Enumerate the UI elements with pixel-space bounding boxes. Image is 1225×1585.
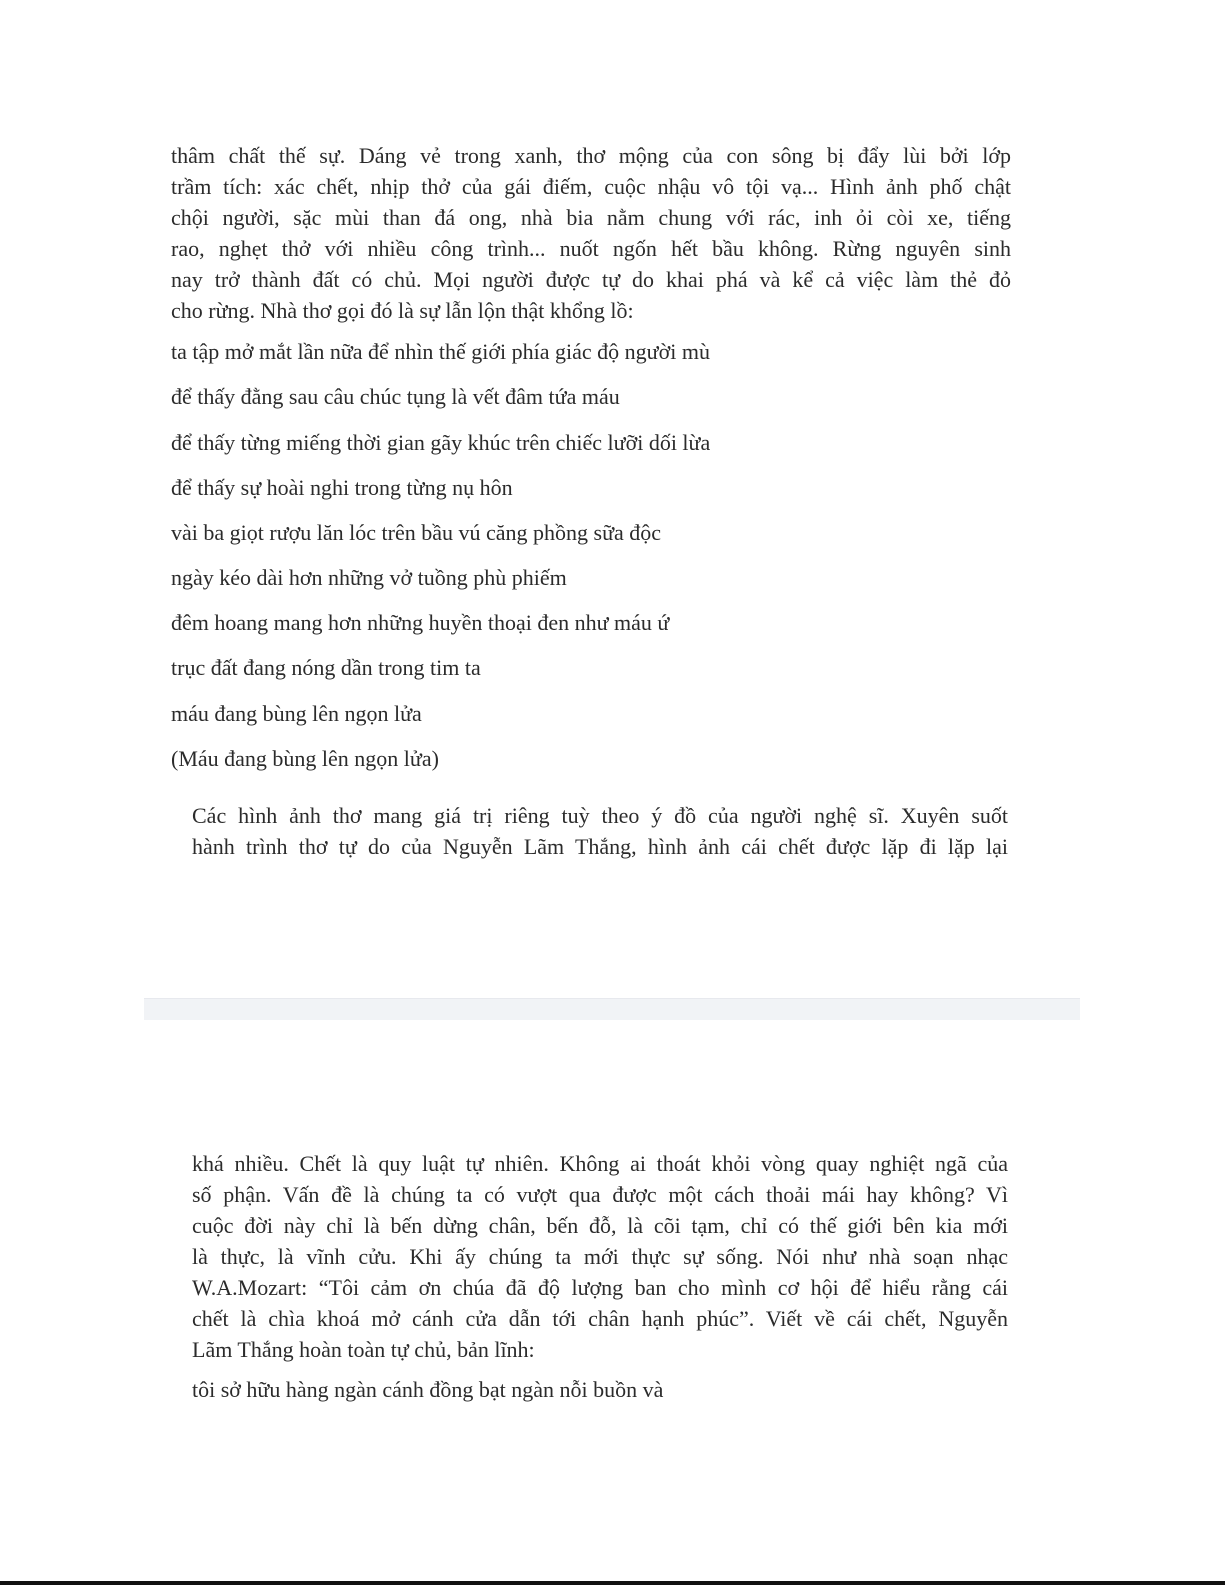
poem-verse: đêm hoang mang hơn những huyền thoại đen như máu ứ	[171, 610, 670, 635]
text-line: chội người, sặc mùi than đá ong, nhà bia nằm chung với rác, inh ỏi còi xe, tiếng	[171, 205, 1011, 230]
body-paragraph	[192, 800, 1008, 862]
poem-verse: để thấy sự hoài nghi trong từng nụ hôn	[171, 475, 513, 500]
text-line: cuộc đời này chỉ là bến dừng chân, bến đỗ, là cõi tạm, chỉ có thế giới bên kia mới	[192, 1213, 1008, 1238]
poem-verse: máu đang bùng lên ngọn lửa	[171, 701, 422, 726]
text-line: trầm tích: xác chết, nhịp thở của gái điếm, cuộc nhậu vô tội vạ... Hình ảnh phố chật	[171, 174, 1011, 199]
text-line: là thực, là vĩnh cửu. Khi ấy chúng ta mới thực sự sống. Nói như nhà soạn nhạc	[192, 1244, 1008, 1269]
body-paragraph	[192, 1148, 1008, 1365]
text-line: Lãm Thắng hoàn toàn tự chủ, bản lĩnh:	[192, 1337, 535, 1362]
poem-verse: để thấy đằng sau câu chúc tụng là vết đâm tứa máu	[171, 384, 620, 409]
poem-verse: vài ba giọt rượu lăn lóc trên bầu vú căng phồng sữa độc	[171, 520, 662, 545]
bottom-border	[0, 1581, 1225, 1585]
text-line: hành trình thơ tự do của Nguyễn Lãm Thắng, hình ảnh cái chết được lặp đi lặp lại	[192, 834, 1008, 859]
text-line: thâm chất thế sự. Dáng vẻ trong xanh, thơ mộng của con sông bị đẩy lùi bởi lớp	[171, 143, 1011, 168]
text-line: nay trở thành đất có chủ. Mọi người được tự do khai phá và kể cả việc làm thẻ đỏ	[171, 267, 1011, 292]
poem-verse: để thấy từng miếng thời gian gãy khúc trên chiếc lưỡi dối lừa	[171, 430, 711, 455]
text-line: W.A.Mozart: “Tôi cảm ơn chúa đã độ lượng ban cho mình cơ hội để hiểu rằng cái	[192, 1275, 1008, 1300]
poem-verse: (Máu đang bùng lên ngọn lửa)	[171, 746, 439, 771]
poem-verse: ngày kéo dài hơn những vở tuồng phù phiếm	[171, 565, 567, 590]
text-line: số phận. Vấn đề là chúng ta có vượt qua được một cách thoải mái hay không? Vì	[192, 1182, 1008, 1207]
poem-verse: ta tập mở mắt lần nữa để nhìn thế giới phía giác độ người mù	[171, 339, 710, 364]
page-separator	[144, 998, 1080, 1022]
text-line: chết là chìa khoá mở cánh cửa dẫn tới chân hạnh phúc”. Viết về cái chết, Nguyễn	[192, 1306, 1008, 1331]
text-line: cho rừng. Nhà thơ gọi đó là sự lẫn lộn thật khổng lồ:	[171, 298, 634, 323]
text-line: rao, nghẹt thở với nhiều công trình... nuốt ngốn hết bầu không. Rừng nguyên sinh	[171, 236, 1011, 261]
document-page-2	[0, 1020, 1225, 1580]
text-line: Các hình ảnh thơ mang giá trị riêng tuỳ theo ý đồ của người nghệ sĩ. Xuyên suốt	[192, 803, 1008, 828]
text-line: khá nhiều. Chết là quy luật tự nhiên. Không ai thoát khỏi vòng quay nghiệt ngã của	[192, 1151, 1008, 1176]
body-paragraph	[171, 140, 1011, 326]
poem-verse: trục đất đang nóng dần trong tim ta	[171, 655, 481, 680]
poem-verse: tôi sở hữu hàng ngàn cánh đồng bạt ngàn nỗi buồn và	[192, 1377, 664, 1402]
